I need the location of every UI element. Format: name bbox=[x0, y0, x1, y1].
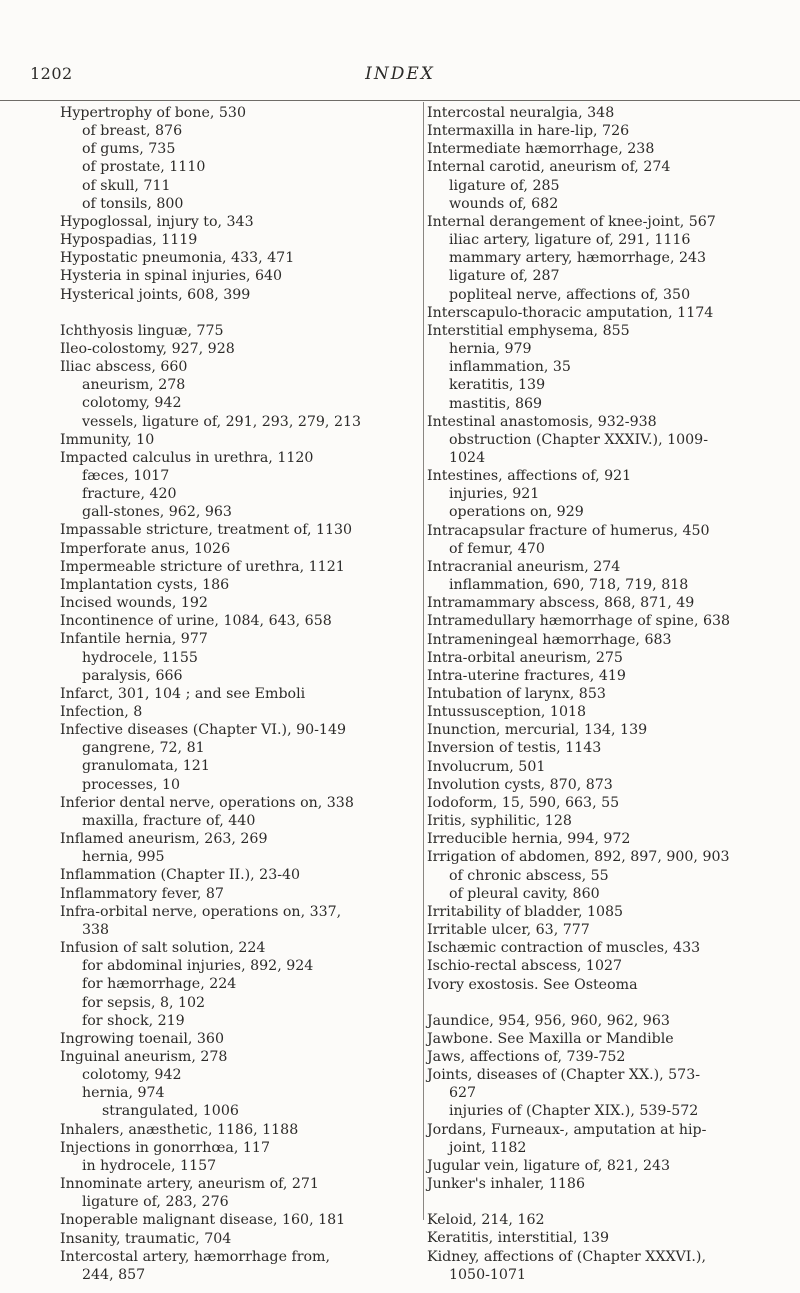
index-subentry: ligature of, 283, 276 bbox=[82, 1194, 229, 1211]
index-entry: Hypospadias, 1119 bbox=[60, 232, 198, 249]
index-subentry: of breast, 876 bbox=[82, 123, 183, 140]
index-subentry: colotomy, 942 bbox=[82, 1067, 182, 1084]
letter-section-gap bbox=[60, 304, 425, 322]
index-subentry: iliac artery, ligature of, 291, 1116 bbox=[449, 232, 691, 249]
index-subentry: 338 bbox=[82, 921, 110, 938]
index-entry: Impermeable stricture of urethra, 1121 bbox=[60, 558, 345, 575]
index-entry: Intercostal artery, hæmorrhage from, bbox=[60, 1248, 331, 1265]
index-entry: Joints, diseases of (Chapter XX.), 573- bbox=[427, 1067, 701, 1084]
index-entry: Inflamed aneurism, 263, 269 bbox=[60, 831, 268, 848]
index-entry: Jugular vein, ligature of, 821, 243 bbox=[427, 1157, 671, 1174]
index-entry: Intestinal anastomosis, 932-938 bbox=[427, 413, 657, 430]
index-entry: Incontinence of urine, 1084, 643, 658 bbox=[60, 613, 332, 630]
index-entry: Irreducible hernia, 994, 972 bbox=[427, 831, 631, 848]
index-subentry: 627 bbox=[449, 1085, 477, 1102]
index-entry: Ingrowing toenail, 360 bbox=[60, 1030, 224, 1047]
index-entry: Hypostatic pneumonia, 433, 471 bbox=[60, 250, 295, 267]
index-entry: Injections in gonorrhœa, 117 bbox=[60, 1139, 270, 1156]
index-subentry: 1024 bbox=[449, 449, 486, 466]
index-subentry: of prostate, 1110 bbox=[82, 159, 206, 176]
index-subentry: injuries of (Chapter XIX.), 539-572 bbox=[449, 1103, 699, 1120]
index-subentry: for abdominal injuries, 892, 924 bbox=[82, 958, 314, 975]
index-subentry: of femur, 470 bbox=[449, 540, 545, 557]
index-subentry: ligature of, 287 bbox=[449, 268, 560, 285]
index-entry: Iritis, syphilitic, 128 bbox=[427, 813, 572, 830]
index-subentry: strangulated, 1006 bbox=[102, 1103, 239, 1120]
index-entry: Incised wounds, 192 bbox=[60, 595, 208, 612]
index-entry: Hypoglossal, injury to, 343 bbox=[60, 213, 254, 230]
index-subentry: in hydrocele, 1157 bbox=[82, 1157, 217, 1174]
index-entry: Hypertrophy of bone, 530 bbox=[60, 105, 246, 121]
index-entry: Ivory exostosis. See Osteoma bbox=[427, 976, 638, 993]
index-entry: Iliac abscess, 660 bbox=[60, 359, 188, 376]
index-subentry: fracture, 420 bbox=[82, 486, 177, 503]
index-entry: Imperforate anus, 1026 bbox=[60, 540, 231, 557]
index-subentry: gangrene, 72, 81 bbox=[82, 740, 205, 757]
index-subentry: wounds of, 682 bbox=[449, 195, 559, 212]
index-entry: Inguinal aneurism, 278 bbox=[60, 1048, 228, 1065]
index-subentry: 244, 857 bbox=[82, 1266, 146, 1283]
index-entry: Intrameningeal hæmorrhage, 683 bbox=[427, 631, 672, 648]
index-subentry: joint, 1182 bbox=[449, 1139, 527, 1156]
index-entry: Infarct, 301, 104 ; and see Emboli bbox=[60, 685, 306, 702]
index-entry: Intermediate hæmorrhage, 238 bbox=[427, 141, 655, 158]
index-subentry: fæces, 1017 bbox=[82, 467, 170, 484]
index-subentry: ligature of, 285 bbox=[449, 177, 560, 194]
index-subentry: mammary artery, hæmorrhage, 243 bbox=[449, 250, 707, 267]
index-subentry: 1050-1071 bbox=[449, 1266, 527, 1283]
index-entry: Intercostal neuralgia, 348 bbox=[427, 105, 615, 121]
index-subentry: granulomata, 121 bbox=[82, 758, 210, 775]
index-subentry: hernia, 979 bbox=[449, 341, 532, 358]
index-subentry: mastitis, 869 bbox=[449, 395, 543, 412]
index-entry: Iodoform, 15, 590, 663, 55 bbox=[427, 794, 620, 811]
index-subentry: for shock, 219 bbox=[82, 1012, 185, 1029]
index-subentry: injuries, 921 bbox=[449, 486, 540, 503]
index-entry: Intramammary abscess, 868, 871, 49 bbox=[427, 595, 695, 612]
index-entry: Ischio-rectal abscess, 1027 bbox=[427, 958, 623, 975]
index-entry: Immunity, 10 bbox=[60, 431, 155, 448]
index-entry: Impacted calculus in urethra, 1120 bbox=[60, 449, 314, 466]
index-entry: Keloid, 214, 162 bbox=[427, 1212, 545, 1229]
index-entry: Internal derangement of knee-joint, 567 bbox=[427, 213, 716, 230]
index-entry: Infective diseases (Chapter VI.), 90-149 bbox=[60, 722, 347, 739]
index-entry: Hysteria in spinal injuries, 640 bbox=[60, 268, 283, 285]
index-entry: Intracranial aneurism, 274 bbox=[427, 558, 621, 575]
index-entry: Ischæmic contraction of muscles, 433 bbox=[427, 940, 701, 957]
running-title: INDEX bbox=[365, 64, 435, 84]
letter-section-gap bbox=[427, 994, 789, 1012]
index-subentry: operations on, 929 bbox=[449, 504, 584, 521]
index-entry: Intra-orbital aneurism, 275 bbox=[427, 649, 623, 666]
index-subentry: inflammation, 690, 718, 719, 818 bbox=[449, 577, 689, 594]
index-entry: Interscapulo-thoracic amputation, 1174 bbox=[427, 304, 714, 321]
index-subentry: of skull, 711 bbox=[82, 177, 171, 194]
index-entry: Impassable stricture, treatment of, 1130 bbox=[60, 522, 353, 539]
index-entry: Implantation cysts, 186 bbox=[60, 576, 230, 593]
index-entry: Jordans, Furneaux-, amputation at hip- bbox=[427, 1121, 707, 1138]
index-entry: Infusion of salt solution, 224 bbox=[60, 940, 266, 957]
letter-section-gap bbox=[427, 1193, 789, 1211]
index-entry: Jaundice, 954, 956, 960, 962, 963 bbox=[427, 1012, 670, 1029]
index-entry: Irrigation of abdomen, 892, 897, 900, 903 bbox=[427, 849, 730, 866]
index-entry: Infection, 8 bbox=[60, 704, 143, 720]
index-subentry: hydrocele, 1155 bbox=[82, 649, 198, 666]
index-subentry: vessels, ligature of, 291, 293, 279, 213 bbox=[82, 413, 362, 430]
index-entry: Inflammation (Chapter II.), 23-40 bbox=[60, 867, 301, 884]
index-entry: Insanity, traumatic, 704 bbox=[60, 1230, 232, 1247]
index-entry: Irritable ulcer, 63, 777 bbox=[427, 922, 590, 939]
index-entry: Intramedullary hæmorrhage of spine, 638 bbox=[427, 613, 731, 630]
index-subentry: of pleural cavity, 860 bbox=[449, 885, 600, 902]
index-subentry: keratitis, 139 bbox=[449, 377, 546, 394]
index-column-right bbox=[427, 104, 789, 1284]
index-entry: Hysterical joints, 608, 399 bbox=[60, 286, 251, 303]
index-entry: Interstitial emphysema, 855 bbox=[427, 322, 630, 339]
index-entry: Intubation of larynx, 853 bbox=[427, 686, 606, 702]
index-subentry: of chronic abscess, 55 bbox=[449, 867, 609, 884]
index-subentry: of gums, 735 bbox=[82, 141, 176, 158]
page-header bbox=[0, 64, 800, 94]
index-entry: Intracapsular fracture of humerus, 450 bbox=[427, 522, 710, 539]
index-entry: Intra-uterine fractures, 419 bbox=[427, 667, 626, 684]
index-entry: Inflammatory fever, 87 bbox=[60, 885, 224, 902]
index-subentry: for hæmorrhage, 224 bbox=[82, 976, 237, 993]
index-subentry: hernia, 995 bbox=[82, 849, 165, 866]
index-entry: Intermaxilla in hare-lip, 726 bbox=[427, 123, 630, 140]
index-entry: Intussusception, 1018 bbox=[427, 704, 587, 721]
index-subentry: colotomy, 942 bbox=[82, 395, 182, 412]
index-subentry: popliteal nerve, affections of, 350 bbox=[449, 286, 691, 303]
index-entry: Intestines, affections of, 921 bbox=[427, 468, 632, 485]
index-subentry: paralysis, 666 bbox=[82, 667, 183, 684]
index-subentry: aneurism, 278 bbox=[82, 377, 186, 394]
index-entry: Ichthyosis linguæ, 775 bbox=[60, 322, 224, 339]
index-entry: Innominate artery, aneurism of, 271 bbox=[60, 1176, 319, 1193]
index-entry: Inoperable malignant disease, 160, 181 bbox=[60, 1212, 346, 1229]
index-subentry: obstruction (Chapter XXXIV.), 1009- bbox=[449, 431, 708, 448]
index-entry: Inhalers, anæsthetic, 1186, 1188 bbox=[60, 1121, 299, 1138]
index-entry: Infra-orbital nerve, operations on, 337, bbox=[60, 903, 342, 920]
index-subentry: inflammation, 35 bbox=[449, 359, 571, 376]
index-entry: Ileo-colostomy, 927, 928 bbox=[60, 340, 235, 357]
index-subentry: processes, 10 bbox=[82, 776, 181, 793]
index-entry: Keratitis, interstitial, 139 bbox=[427, 1230, 610, 1247]
index-entry: Inversion of testis, 1143 bbox=[427, 740, 602, 757]
index-entry: Jawbone. See Maxilla or Mandible bbox=[427, 1030, 674, 1047]
index-entry: Jaws, affections of, 739-752 bbox=[427, 1048, 626, 1065]
index-entry: Irritability of bladder, 1085 bbox=[427, 903, 624, 920]
index-subentry: gall-stones, 962, 963 bbox=[82, 504, 232, 521]
index-subentry: of tonsils, 800 bbox=[82, 195, 184, 212]
index-entry: Kidney, affections of (Chapter XXXVI.), bbox=[427, 1248, 706, 1265]
column-divider bbox=[423, 102, 424, 1220]
header-rule bbox=[0, 100, 800, 101]
index-entry: Inferior dental nerve, operations on, 338 bbox=[60, 794, 354, 811]
index-subentry: maxilla, fracture of, 440 bbox=[82, 812, 256, 829]
index-entry: Involucrum, 501 bbox=[427, 758, 546, 775]
index-entry: Internal carotid, aneurism of, 274 bbox=[427, 159, 671, 176]
index-entry: Infantile hernia, 977 bbox=[60, 631, 208, 648]
index-entry: Involution cysts, 870, 873 bbox=[427, 776, 613, 793]
page-number: 1202 bbox=[30, 64, 73, 83]
index-column-left bbox=[60, 104, 425, 1284]
index-entry: Junker's inhaler, 1186 bbox=[427, 1176, 585, 1193]
index-entry: Inunction, mercurial, 134, 139 bbox=[427, 722, 648, 739]
index-subentry: hernia, 974 bbox=[82, 1085, 165, 1102]
index-subentry: for sepsis, 8, 102 bbox=[82, 994, 206, 1011]
